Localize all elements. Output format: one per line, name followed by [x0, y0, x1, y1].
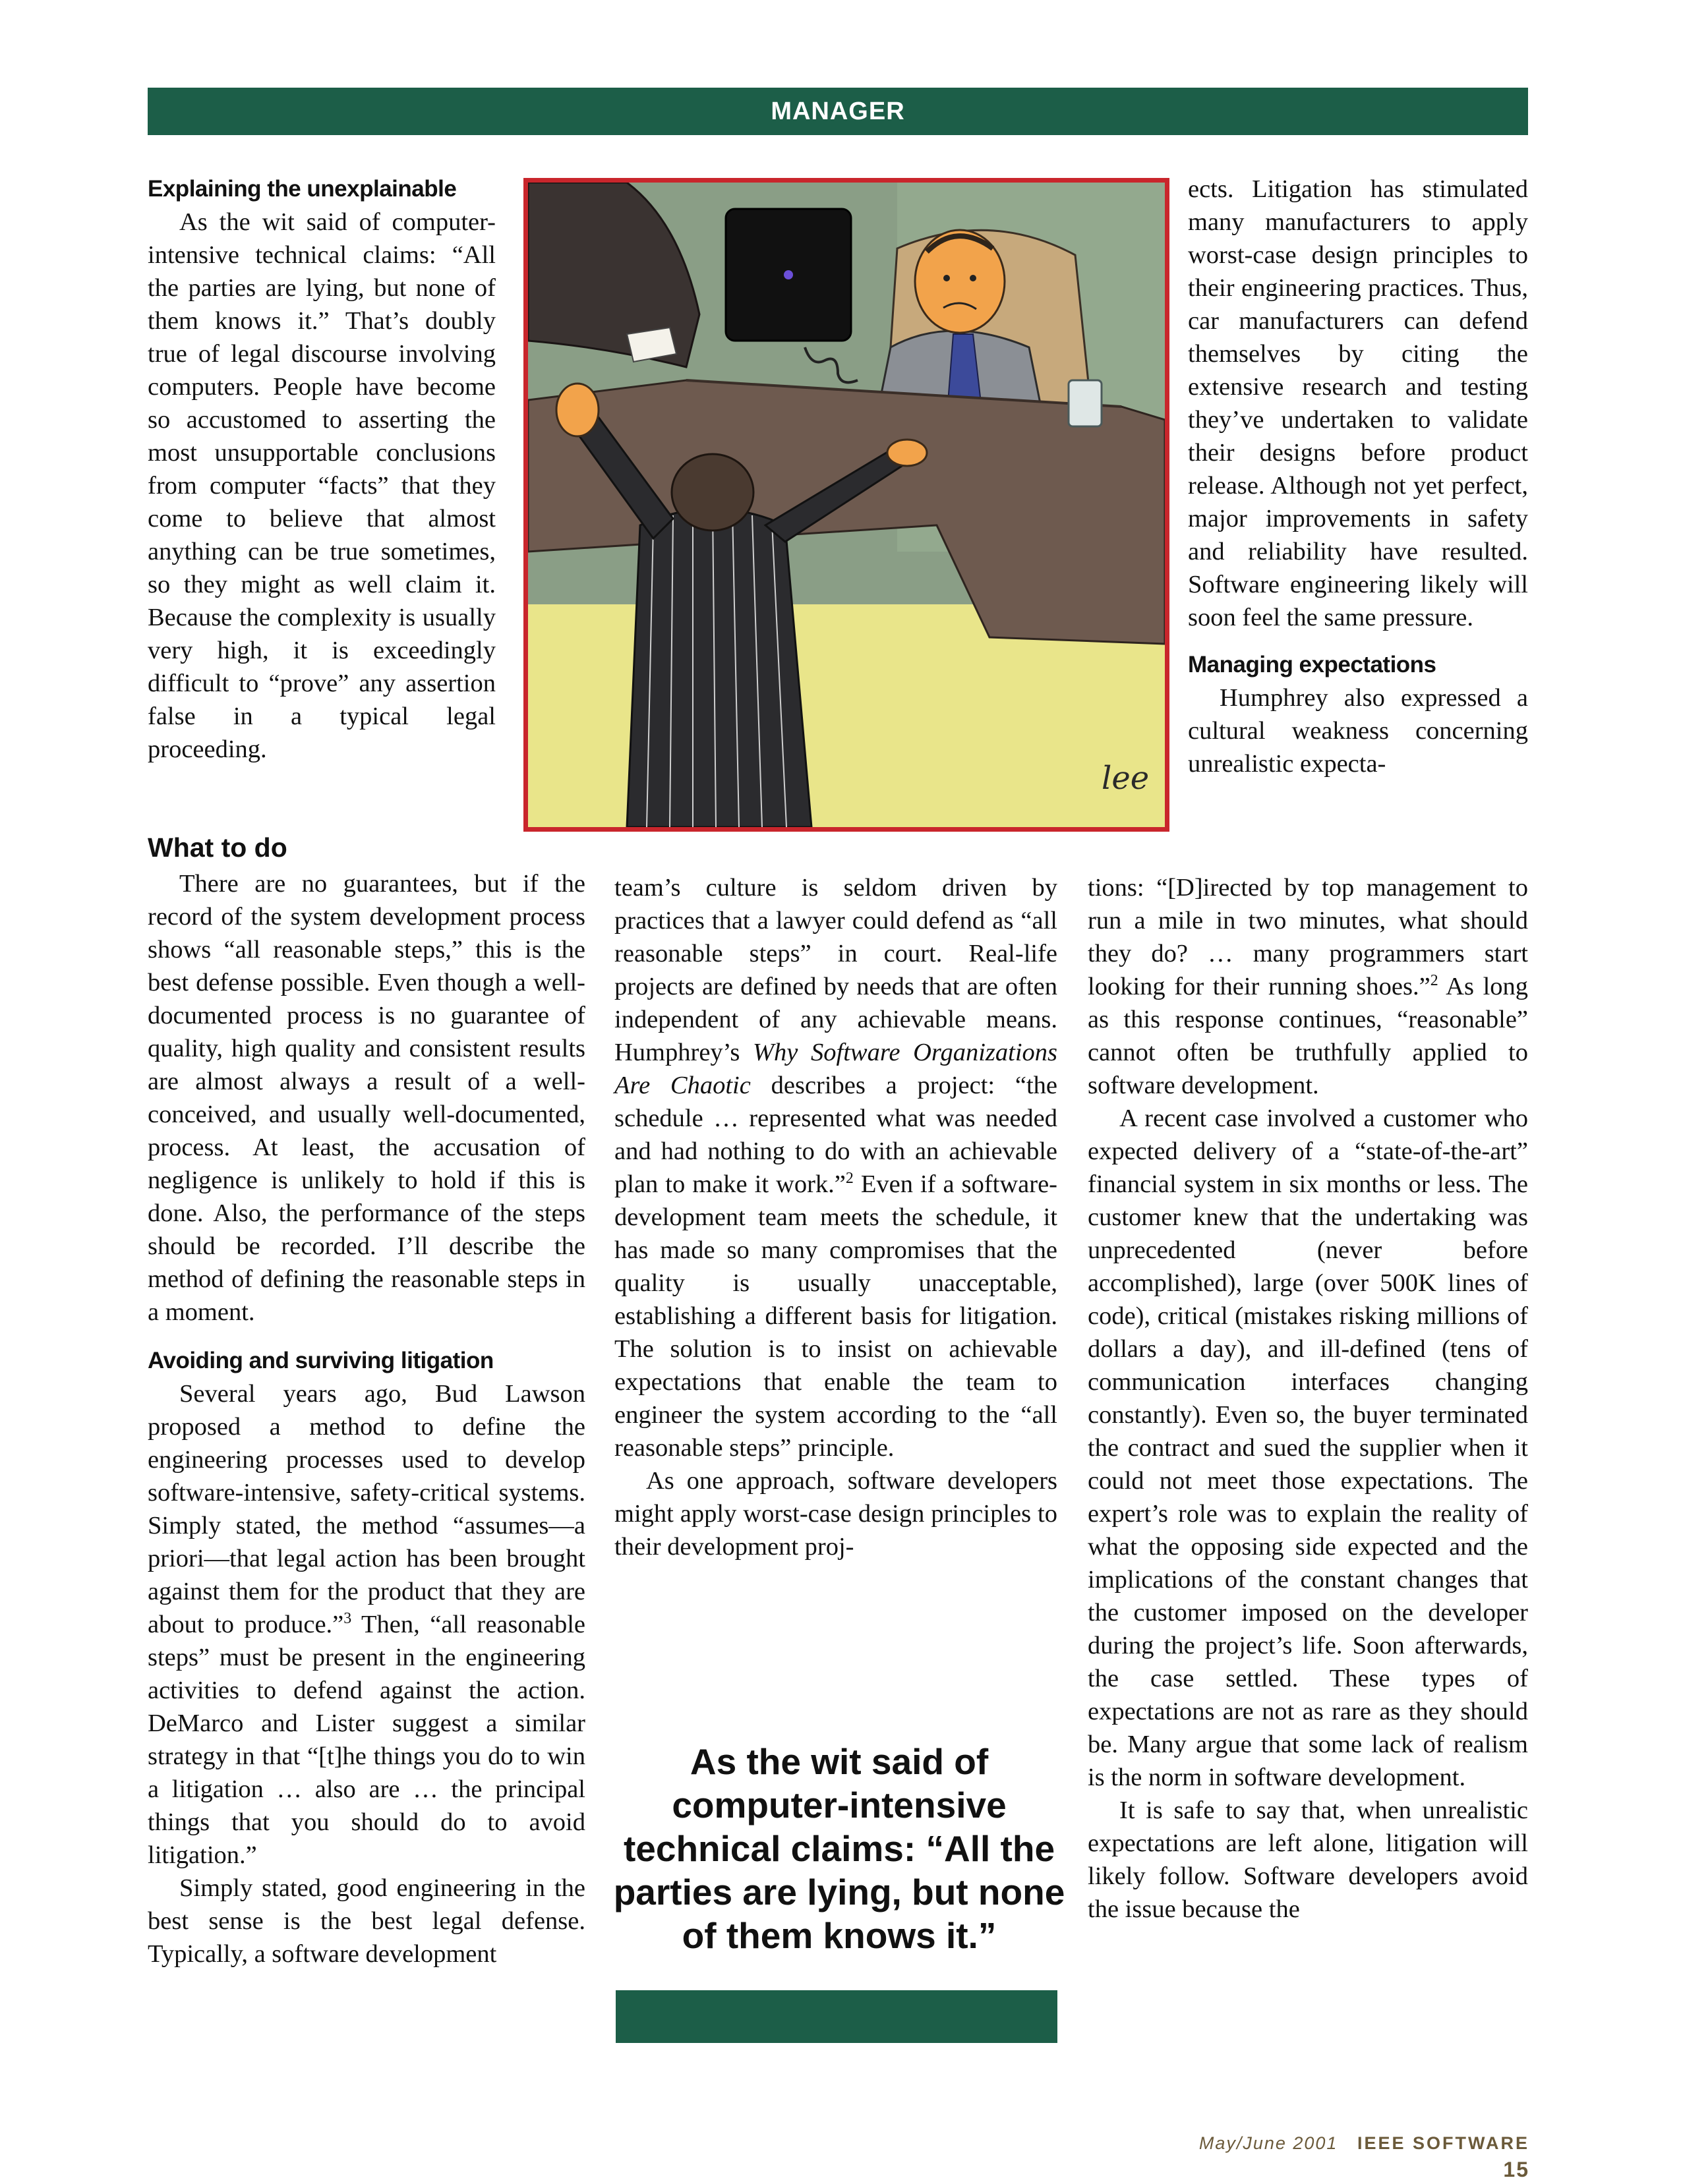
- subheading-avoiding-litigation: Avoiding and surviving litigation: [148, 1348, 494, 1373]
- book-title: Why Software Organizations Are Chaotic: [614, 1039, 1057, 1099]
- pull-quote-bar: [616, 1990, 1057, 2043]
- pointing-hand: [887, 440, 927, 466]
- paragraph: [614, 871, 1057, 1464]
- artist-signature: lee: [1102, 760, 1150, 797]
- text-run: describes a project: “the schedule … represented what was needed and had nothing to do with an achievable plan to make it work.”: [614, 1072, 1058, 1198]
- page-number: 15: [1503, 2158, 1529, 2181]
- text-run: Even if a software-development team meets the schedule, it has made so many compromises that the quality is usually unacceptable, establishing a different basis for litigation. The solution is to insist on achievable expectations that enable the team to engineer the system according to the “all reasonable steps” principle.: [614, 1170, 1057, 1462]
- standing-man-head: [672, 454, 753, 531]
- cartoon-illustration: [523, 178, 1169, 832]
- standing-man-hand: [556, 384, 599, 436]
- subheading-explaining: Explaining the unexplainable: [148, 176, 457, 202]
- reference-mark: 2: [1430, 972, 1438, 990]
- right-top-column: [1188, 173, 1528, 780]
- paragraph: As the wit said of computer-intensive technical claims: “All the parties are lying, but none of them knows it.” That’s doubly true of legal discourse involving computers. People have become so accustomed to asserting the most unsupportable conclusions from computer “facts” that they come to believe that almost anything can be true sometimes, so they might as well claim it. Because the complexity is usually very high, it is exceedingly difficult to “prove” any assertion false in a typical legal proceeding.: [148, 208, 496, 763]
- reference-mark: 2: [845, 1170, 854, 1188]
- text-run: Then, “all reasonable steps” must be present in the engineering activities to defend against the action. DeMarco and Lister suggest a similar strategy in that “[t]he things you do to win a litigation … also are … the principal things that you should do to avoid litigation.”: [148, 1611, 585, 1869]
- column-3: [1088, 871, 1528, 1926]
- text-run: team’s culture is seldom driven by practices that a lawyer could defend as “all reasonable steps” in court. Real-life projects are defined by needs that are often independent of any achievable means. Humphrey’s: [614, 874, 1057, 1066]
- page-footer: [1160, 2130, 1529, 2184]
- subheading-managing-expectations: Managing expectations: [1188, 652, 1436, 677]
- drinking-cup: [1069, 380, 1102, 426]
- column-2: [614, 871, 1057, 1563]
- text-run: As long as this response continues, “reasonable” cannot often be truthfully applied to software development.: [1088, 973, 1529, 1099]
- left-top-column: [148, 173, 496, 766]
- paragraph: [148, 1377, 585, 1872]
- paragraph: A recent case involved a customer who expected delivery of a “state-of-the-art” financial system in six months or less. The customer knew that the undertaking was unprecedented (never before accomplished), large (over 500K lines of code), critical (mistakes risking millions of dollars a day), and ill-defined (tens of communication interfaces changing constantly). Even so, the buyer terminated the contract and sued the supplier when it could not meet those expectations. The expert’s role was to explain the reality of what the opposing side expected and the implications of the constant changes that the customer imposed on the developer during the project’s life. Soon afterwards, the case settled. These types of expectations are not as rare as they should be. Many argue that some lack of realism is the norm in software development.: [1088, 1105, 1528, 1791]
- pull-quote: As the wit said of computer-intensive technical claims: “All the parties are lying, but none of them knows it.”: [613, 1741, 1065, 1956]
- laptop-light: [784, 270, 793, 279]
- paragraph: [1088, 871, 1528, 1102]
- paragraph: As one approach, software developers might apply worst-case design principles to their development proj-: [614, 1467, 1057, 1561]
- issue-date: May/June 2001: [1198, 2133, 1338, 2153]
- paragraph: Humphrey also expressed a cultural weakness concerning unrealistic expecta-: [1188, 684, 1528, 778]
- heading-what-to-do: What to do: [148, 832, 287, 863]
- paragraph: Simply stated, good engineering in the best sense is the best legal defense. Typically, a software development: [148, 1874, 585, 1968]
- column-1: [148, 828, 585, 1970]
- cartoon-drawing: [528, 183, 1165, 827]
- seated-man-eye: [943, 275, 950, 281]
- paragraph: ects. Litigation has stimulated many manufacturers to apply worst-case design principles to their engineering practices. Thus, car manufacturers can defend themselves by citing the extensive research and testing they’ve undertaken to validate their designs before product release. Although not yet perfect, major improvements in safety and reliability have resulted. Software engineering likely will soon feel the same pressure.: [1188, 175, 1528, 631]
- seated-man-eye: [970, 275, 976, 281]
- reference-mark: 3: [343, 1610, 352, 1628]
- paragraph: There are no guarantees, but if the record of the system development process shows “all reasonable steps,” this is the best defense possible. Even though a well-documented process is no guarantee of quality, high quality and consistent results are almost always a result of a well-conceived, and usually well-documented, process. At least, the accusation of negligence is unlikely to hold if this is done. Also, the performance of the steps should be recorded. I’ll describe the method of defining the reasonable steps in a moment.: [148, 870, 585, 1326]
- section-banner: MANAGER: [148, 88, 1528, 135]
- magazine-name: IEEE SOFTWARE: [1357, 2133, 1529, 2153]
- paragraph: It is safe to say that, when unrealistic expectations are left alone, litigation will likely follow. Software developers avoid the issue because the: [1088, 1796, 1528, 1923]
- text-run: Several years ago, Bud Lawson proposed a method to define the engineering processes used to develop software-intensive, safety-critical systems. Simply stated, the method “assumes—a priori—that legal action has been brought against them for the product that they are about to produce.”: [148, 1380, 585, 1638]
- text-run: tions: “[D]irected by top management to run a mile in two minutes, what should they do? … many programmers start looking for their running shoes.”: [1088, 874, 1528, 1000]
